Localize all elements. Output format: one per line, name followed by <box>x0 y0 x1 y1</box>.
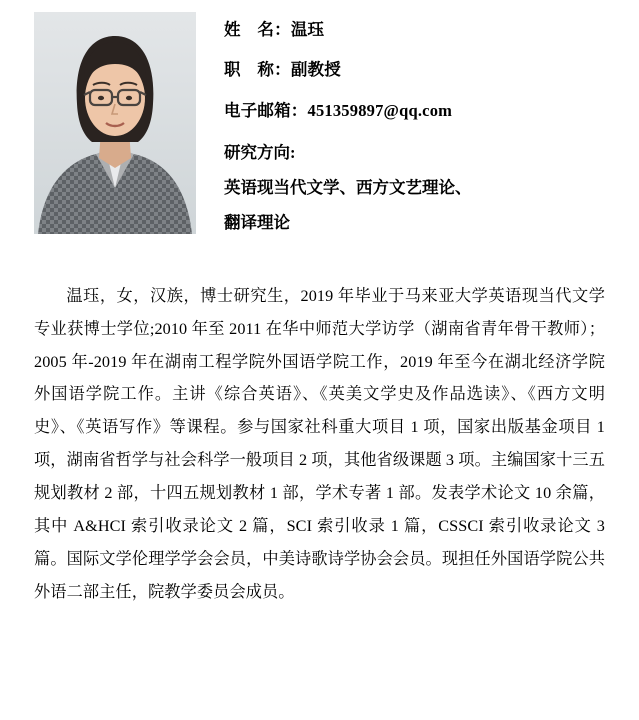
portrait-photo <box>34 12 196 234</box>
field-title <box>224 58 605 81</box>
field-name <box>224 18 605 41</box>
field-title-label: 职 称： <box>224 60 291 80</box>
biography-paragraph: 温珏，女，汉族，博士研究生，2019 年毕业于马来亚大学英语现当代文学专业获博士学位;2010 年至 2011 在华中师范大学访学（湖南省青年骨干教师）；2005 年-2019 年在湖南工程学院外国语学院工作，2019 年至今在湖北经济学院外国语学院工作。主讲《综合英语》、《英美文学史及作品选读》、《西方文明史》、《英语写作》等课程。参与国家社科重大项目 1 项，国家出版基金项目 1 项，湖南省哲学与社会科学一般项目 2 项，其他省级课题 3 项。主编国家十三五规划教材 2 部，十四五规划教材 1 部，学术专著 1 部。发表学术论文 10 余篇，其中 A&HCI 索引收录论文 2 篇，SCI 索引收录 1 篇，CSSCI 索引收录论文 3 篇。国际文学伦理学学会会员，中美诗歌诗学协会会员。现担任外国语学院公共外语二部主任，院教学委员会成员。 <box>34 286 605 601</box>
field-email-label: 电子邮箱： <box>224 100 308 120</box>
research-line-2: 翻译理论 <box>224 213 290 233</box>
field-name-value: 温珏 <box>290 20 325 39</box>
field-title-value: 副教授 <box>290 60 341 80</box>
profile-header <box>34 8 605 246</box>
research-heading: 研究方向: <box>224 143 296 163</box>
field-email-value: 451359897@qq.com <box>307 100 453 120</box>
profile-info <box>224 12 605 246</box>
portrait-container <box>34 12 196 234</box>
field-email <box>224 99 605 122</box>
field-name-label: 姓 名： <box>224 20 291 39</box>
research-line-1: 英语现当代文学、西方文艺理论、 <box>224 178 472 198</box>
